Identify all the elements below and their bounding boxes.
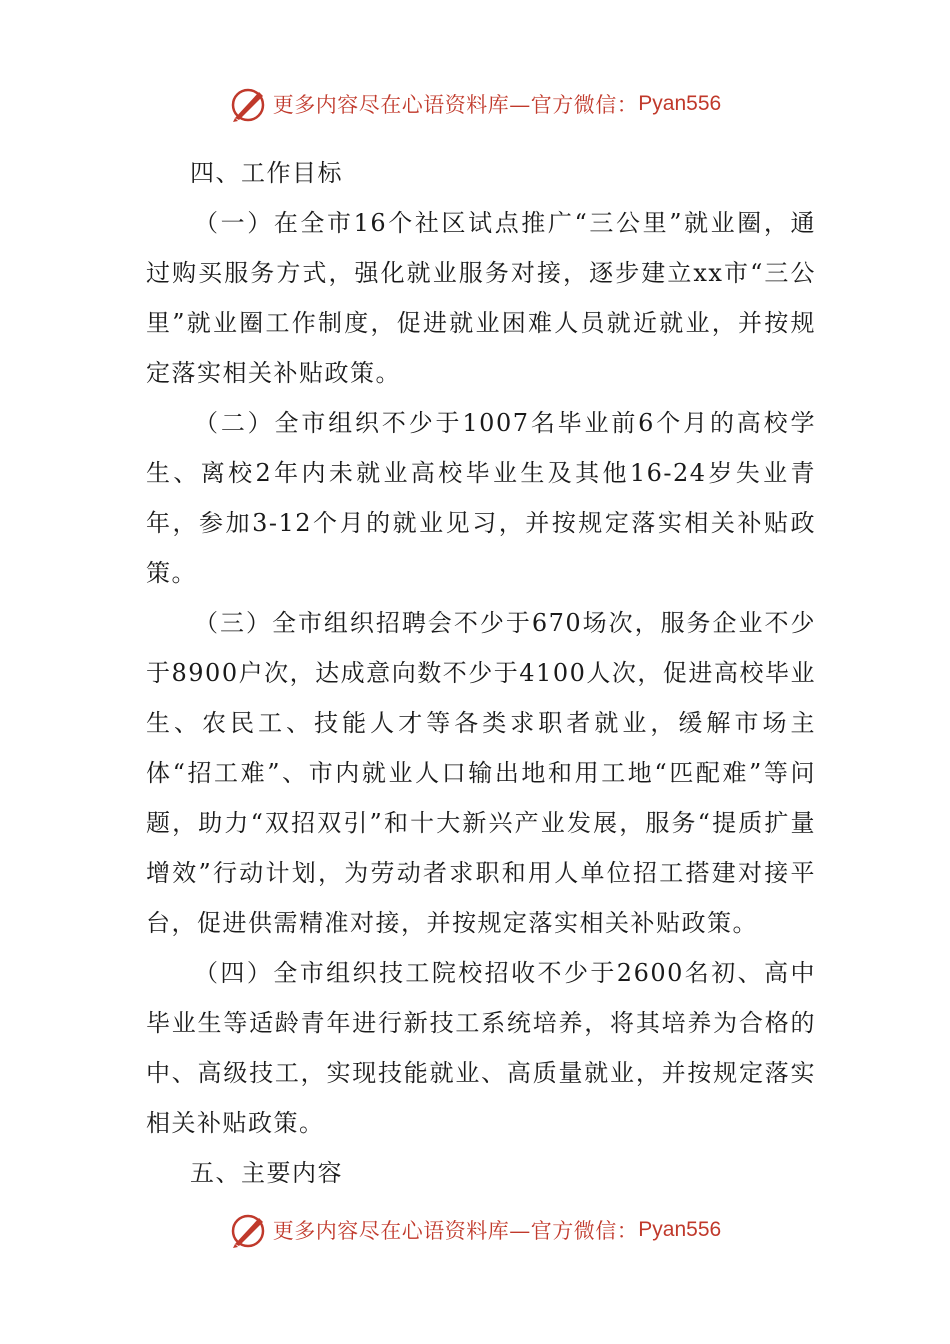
- paragraph-item-4: （四）全市组织技工院校招收不少于2600名初、高中毕业生等适龄青年进行新技工系统培养，将其培养为合格的中、高级技工，实现技能就业、高质量就业，并按规定落实相关补贴政策。: [146, 959, 816, 1137]
- watermark-banner-bottom: [0, 1210, 950, 1250]
- paragraph-item-1: （一）在全市16个社区试点推广“三公里”就业圈，通过购买服务方式，强化就业服务对接，逐步建立xx市“三公里”就业圈工作制度，促进就业困难人员就近就业，并按规定落实相关补贴政策。: [146, 209, 816, 387]
- watermark-text: 更多内容尽在心语资料库—官方微信：: [272, 1219, 639, 1243]
- wechat-id: Pyan556: [638, 92, 722, 115]
- section-heading-4: 四、工作目标: [190, 159, 343, 187]
- watermark-text: 更多内容尽在心语资料库—官方微信：: [272, 93, 639, 117]
- watermark-banner-top: [0, 84, 950, 124]
- document-body: [146, 148, 816, 1198]
- pen-circle-logo-icon: [229, 84, 269, 124]
- paragraph-item-3: （三）全市组织招聘会不少于670场次，服务企业不少于8900户次，达成意向数不少于4100人次，促进高校毕业生、农民工、技能人才等各类求职者就业，缓解市场主体“招工难”、市内就业人口输出地和用工地“匹配难”等问题，助力“双招双引”和十大新兴产业发展，服务“提质扩量增效”行动计划，为劳动者求职和用人单位招工搭建对接平台，促进供需精准对接，并按规定落实相关补贴政策。: [146, 609, 816, 937]
- paragraph-item-2: （二）全市组织不少于1007名毕业前6个月的高校学生、离校2年内未就业高校毕业生及其他16-24岁失业青年，参加3-12个月的就业见习，并按规定落实相关补贴政策。: [146, 409, 816, 587]
- wechat-id: Pyan556: [638, 1218, 722, 1241]
- pen-circle-logo-icon: [229, 1210, 269, 1250]
- section-heading-5: 五、主要内容: [190, 1159, 343, 1187]
